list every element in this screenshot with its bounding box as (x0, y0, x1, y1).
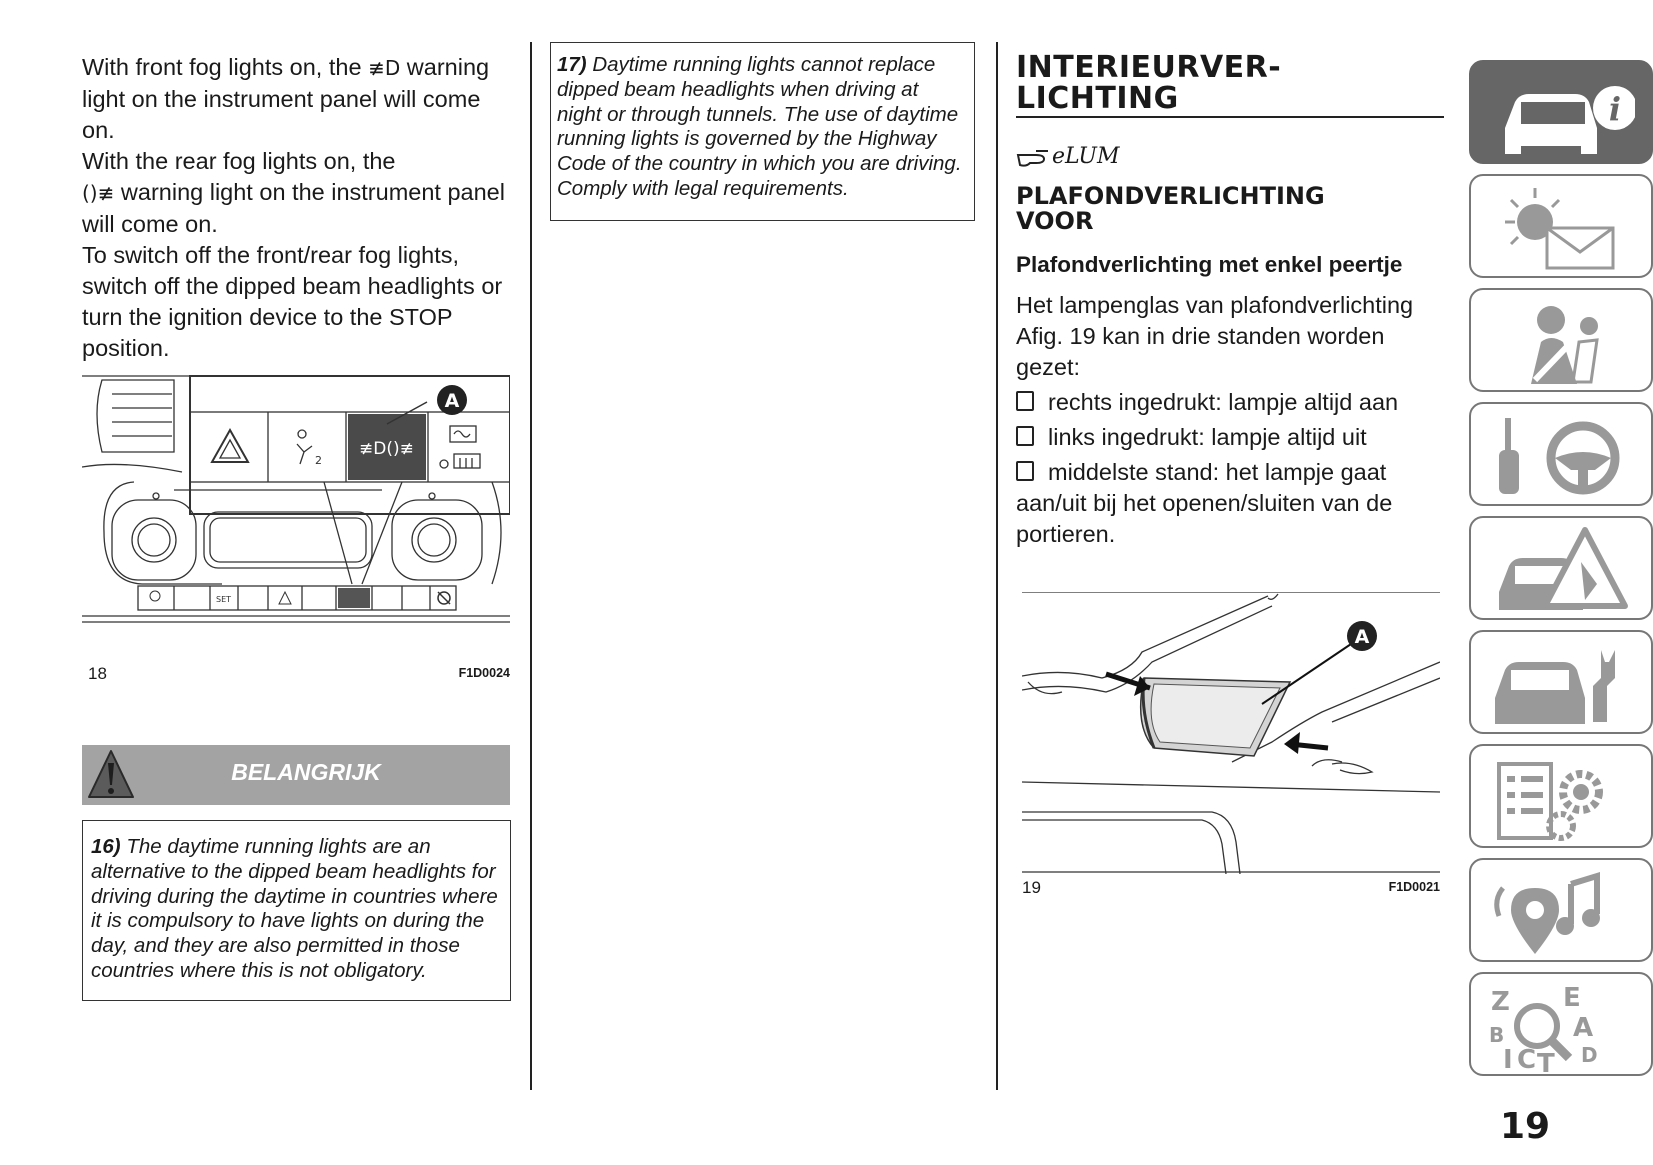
svg-text:B: B (1489, 1023, 1505, 1047)
car-info-icon (1485, 68, 1635, 160)
chapter-title: INTERIEURVER- LICHTING (1016, 52, 1444, 118)
svg-text:2: 2 (315, 454, 322, 467)
switch-off-paragraph: To switch off the front/rear fog lights, switch off the dipped beam headlights or turn the ignition device to the STOP position. (82, 242, 503, 361)
elum-marker (1016, 138, 1444, 174)
section-title: PLAFONDVERLICHTING VOOR (1016, 182, 1325, 235)
subsection-title: Plafondverlichting met enkel peertje (1016, 252, 1403, 277)
tab-multimedia[interactable] (1469, 858, 1653, 962)
list-item: middelste stand: het lampje gaat aan/uit bij het openen/sluiten van de portieren. (1016, 459, 1393, 547)
multimedia-navigation-icon (1485, 866, 1635, 958)
svg-text:A: A (1573, 1013, 1594, 1043)
tab-maintenance[interactable] (1469, 630, 1653, 734)
tab-lights-messages[interactable] (1469, 174, 1653, 278)
key-steering-wheel-icon (1485, 410, 1635, 502)
dashboard-switch-illustration (82, 372, 510, 682)
figure-18-label-a: A (444, 390, 460, 412)
rear-fog-paragraph: With the rear fog lights on, the ()≢ warning light on the instrument panel will come on. (82, 148, 505, 237)
figure-19-number: 19 (1022, 878, 1041, 897)
elum-label: eLUM (1052, 143, 1120, 169)
svg-text:E: E (1563, 983, 1581, 1013)
svg-text:SET: SET (216, 595, 232, 604)
figure-18-code: F1D0024 (458, 666, 510, 680)
car-warning-triangle-icon (1485, 524, 1635, 616)
note-17-text: Daytime running lights cannot replace dipped beam headlights when driving at night or through tunnels. The use of daytime running lights is governed by the Highway Code of the country in which you are driving. Comply with legal requirements. (557, 53, 962, 200)
svg-text:I: I (1503, 1045, 1513, 1072)
lights-message-icon (1485, 182, 1635, 274)
column-divider-right (996, 42, 998, 1090)
tab-safety[interactable] (1469, 288, 1653, 392)
figure-18-number: 18 (88, 664, 107, 683)
specs-gears-icon (1485, 752, 1635, 844)
warning-banner (82, 745, 510, 805)
airbag-seatbelt-icon (1485, 296, 1635, 388)
figure-18 (82, 372, 510, 682)
front-fog-light-icon: ≢D (368, 56, 401, 80)
list-item: rechts ingedrukt: lampje altijd aan (1016, 387, 1444, 418)
warning-title: BELANGRIJK (231, 759, 381, 785)
figure-19-code: F1D0021 (1388, 880, 1440, 894)
left-column (82, 52, 514, 364)
alphabetical-index-icon (1485, 980, 1635, 1072)
svg-text:Z: Z (1491, 987, 1510, 1017)
tab-index[interactable] (1469, 972, 1653, 1076)
pointing-hand-icon (1016, 143, 1050, 169)
svg-text:D: D (1581, 1043, 1598, 1067)
figure-19-label-a: A (1354, 626, 1370, 648)
note-16-text: The daytime running lights are an alternative to the dipped beam headlights for driving during the daytime in countries where it is compulsory to have lights on during the day, and they are also permitted in those countries where this is not obligatory. (91, 835, 498, 982)
note-17-number: 17) (557, 53, 587, 76)
car-wrench-icon (1485, 638, 1635, 730)
note-17 (550, 42, 975, 221)
right-column (1016, 52, 1444, 550)
tab-starting-driving[interactable] (1469, 402, 1653, 506)
svg-text:i: i (1608, 90, 1622, 128)
rear-fog-light-icon: ()≢ (82, 181, 115, 205)
svg-text:C: C (1517, 1045, 1537, 1072)
list-item: links ingedrukt: lampje altijd uit (1016, 422, 1444, 453)
svg-text:≢D()≢: ≢D()≢ (359, 439, 414, 459)
tab-car-info[interactable] (1469, 60, 1653, 164)
note-16 (82, 820, 511, 1001)
svg-text:T: T (1537, 1049, 1555, 1072)
tab-emergency[interactable] (1469, 516, 1653, 620)
intro-paragraph: Het lampenglas van plafondverlichting Afig. 19 kan in drie standen worden gezet: (1016, 292, 1414, 380)
note-16-number: 16) (91, 835, 121, 858)
figure-19 (1022, 592, 1440, 904)
tab-technical-data[interactable] (1469, 744, 1653, 848)
column-divider-left (530, 42, 532, 1090)
front-fog-paragraph: With front fog lights on, the ≢D warning light on the instrument panel will come on. (82, 54, 490, 143)
ceiling-light-illustration (1022, 592, 1440, 874)
page-number: 19 (1500, 1106, 1551, 1147)
